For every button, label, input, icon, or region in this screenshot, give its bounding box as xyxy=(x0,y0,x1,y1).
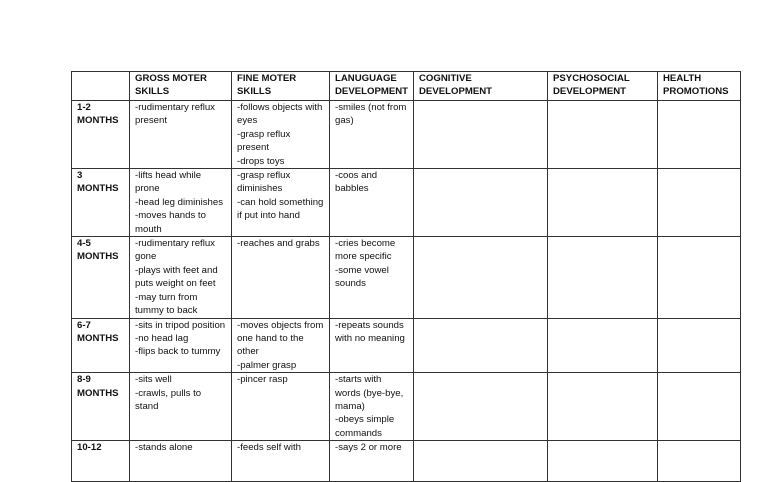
cognitive-cell xyxy=(414,318,548,373)
cell-line: -palmer grasp xyxy=(237,359,297,371)
cell-line: -coos and babbles xyxy=(335,170,378,195)
fine-motor-cell xyxy=(232,441,330,482)
health-cell xyxy=(658,373,741,441)
language-cell xyxy=(330,169,414,237)
header-psychosocial: PSYCHOSOCIAL DEVELOPMENT xyxy=(548,72,658,101)
header-age xyxy=(72,72,130,101)
health-cell xyxy=(658,441,741,482)
cell-line: -crawls, pulls to stand xyxy=(135,387,202,412)
cell-line: -may turn from tummy to back xyxy=(135,291,198,317)
psychosocial-cell xyxy=(548,101,658,169)
cognitive-cell xyxy=(414,169,548,237)
language-cell xyxy=(330,373,414,441)
health-cell xyxy=(658,169,741,237)
cell-line: -says 2 or more xyxy=(335,442,402,454)
header-gross-motor: GROSS MOTER SKILLS xyxy=(130,72,232,101)
cell-line: -grasp reflux diminishes xyxy=(237,170,291,195)
fine-motor-cell xyxy=(232,318,330,373)
psychosocial-cell xyxy=(548,169,658,237)
cell-line: -plays with feet and puts weight on feet xyxy=(135,264,218,290)
header-fine-motor: FINE MOTER SKILLS xyxy=(232,72,330,101)
cell-line: -lifts head while prone xyxy=(135,170,202,195)
gross-motor-cell xyxy=(130,373,232,441)
age-cell: 8-9 MONTHS xyxy=(72,373,130,441)
fine-motor-cell xyxy=(232,373,330,441)
age-cell: 3 MONTHS xyxy=(72,169,130,237)
cell-line: -rudimentary reflux present xyxy=(135,102,215,127)
psychosocial-cell xyxy=(548,318,658,373)
health-cell xyxy=(658,237,741,318)
health-cell xyxy=(658,318,741,373)
table-row xyxy=(72,373,741,441)
cell-line: -reaches and grabs xyxy=(237,238,320,250)
cell-line: -sits well xyxy=(135,374,172,386)
development-table xyxy=(71,71,741,482)
cognitive-cell xyxy=(414,101,548,169)
header-row xyxy=(72,72,741,101)
cell-line: -moves hands to mouth xyxy=(135,210,206,235)
language-cell xyxy=(330,318,414,373)
cell-line: -stands alone xyxy=(135,442,193,454)
gross-motor-cell xyxy=(130,101,232,169)
age-cell: 4-5 MONTHS xyxy=(72,237,130,318)
cell-line: -head leg diminishes xyxy=(135,196,223,208)
cell-line: -flips back to tummy xyxy=(135,346,221,358)
psychosocial-cell xyxy=(548,373,658,441)
cognitive-cell xyxy=(414,441,548,482)
cell-line: -grasp reflux present xyxy=(237,128,291,154)
psychosocial-cell xyxy=(548,441,658,482)
header-language: LANUGUAGE DEVELOPMENT xyxy=(330,72,414,101)
age-cell: 6-7 MONTHS xyxy=(72,318,130,373)
cell-line: -follows objects with eyes xyxy=(237,102,323,127)
table-row xyxy=(72,318,741,373)
cell-line: -obeys simple commands xyxy=(335,414,395,439)
cell-line: -smiles (not from gas) xyxy=(335,102,407,127)
age-cell: 10-12 xyxy=(72,441,130,482)
cell-line: -repeats sounds with no meaning xyxy=(335,319,405,344)
table-row xyxy=(72,169,741,237)
cell-line: -sits in tripod position xyxy=(135,319,226,331)
cell-line: -can hold something if put into hand xyxy=(237,196,324,222)
fine-motor-cell xyxy=(232,169,330,237)
table-row xyxy=(72,237,741,318)
header-health: HEALTH PROMOTIONS xyxy=(658,72,741,101)
cell-line: -moves objects from one hand to the other xyxy=(237,319,324,358)
gross-motor-cell xyxy=(130,169,232,237)
cell-line: -rudimentary reflux gone xyxy=(135,238,215,263)
cell-line: -cries become more specific xyxy=(335,238,396,263)
psychosocial-cell xyxy=(548,237,658,318)
table-row xyxy=(72,101,741,169)
table-row xyxy=(72,441,741,482)
gross-motor-cell xyxy=(130,237,232,318)
gross-motor-cell xyxy=(130,318,232,373)
cell-line: -starts with words (bye-bye, mama) xyxy=(335,374,404,412)
fine-motor-cell xyxy=(232,237,330,318)
cell-line: -some vowel sounds xyxy=(335,264,389,290)
language-cell xyxy=(330,441,414,482)
language-cell xyxy=(330,237,414,318)
cell-line: -pincer rasp xyxy=(237,374,288,386)
cell-line: -feeds self with xyxy=(237,442,301,454)
language-cell xyxy=(330,101,414,169)
health-cell xyxy=(658,101,741,169)
age-cell: 1-2 MONTHS xyxy=(72,101,130,169)
header-cognitive: COGNITIVE DEVELOPMENT xyxy=(414,72,548,101)
cell-line: -drops toys xyxy=(237,155,285,167)
gross-motor-cell xyxy=(130,441,232,482)
fine-motor-cell xyxy=(232,101,330,169)
cognitive-cell xyxy=(414,373,548,441)
cognitive-cell xyxy=(414,237,548,318)
cell-line: -no head lag xyxy=(135,332,189,344)
